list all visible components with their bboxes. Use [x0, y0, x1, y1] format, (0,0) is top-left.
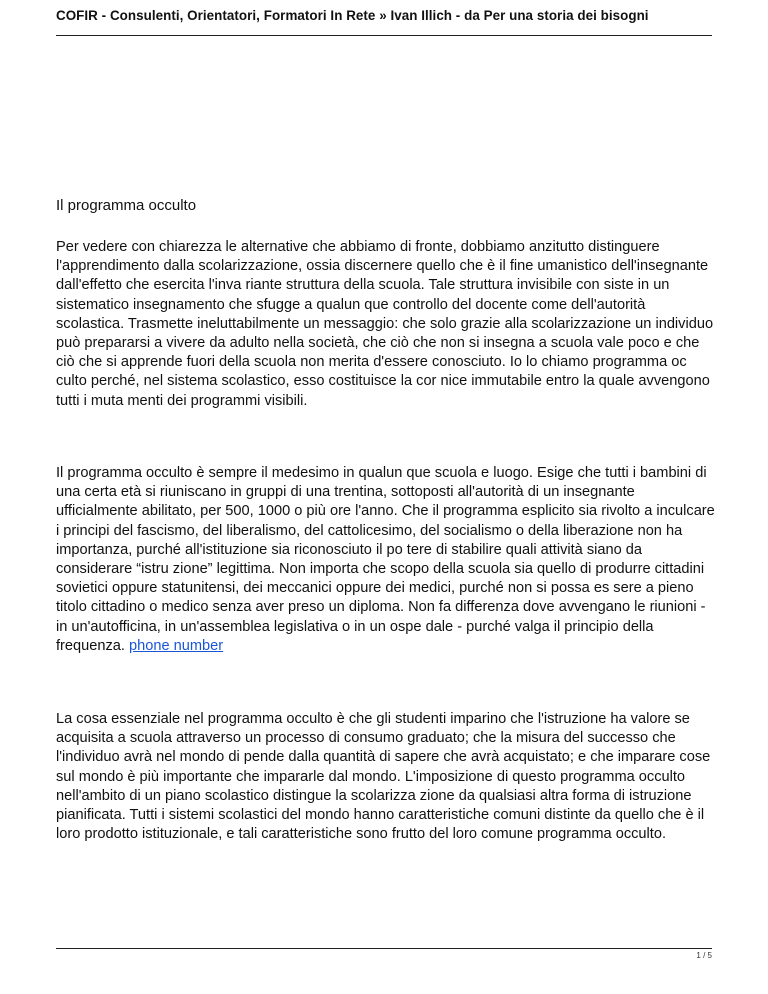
paragraph-1: Per vedere con chiarezza le alternative che abbiamo di fronte, dobbiamo anzitutto distinguere l'apprendimento dalla scolarizzazione, ossia discernere quello che è il fine umanistico dell'insegnante dall'effetto che esercita l'inva riante struttura della scuola. Tale struttura invisibile con siste in un sistematico insegnamento che sfugge a qualun que controllo del docente come dell'autorità scolastica. Trasmette ineluttabilmente un messaggio: che solo grazie alla scolarizzazione un individuo può prepararsi a vivere da adulto nella società, che ciò che non si insegna a scuola vale poco e che ciò che si apprende fuori della scuola non merita d'essere conosciuto. Io lo chiamo programma oc culto perché, nel sistema scolastico, esso costituisce la cor nice immutabile entro la quale avvengono tutti i muta menti dei programmi visibili.: [56, 239, 714, 409]
phone-number-link[interactable]: phone number: [129, 637, 224, 654]
paragraph-2-text: Il programma occulto è sempre il medesimo in qualun que scuola e luogo. Esige che tutti i bambini di una certa età si riuniscano in gruppi di una trentina, sottoposti all'autorità di un insegnante ufficialmente abilitato, per 500, 1000 o più ore l'anno. Che il programma esplicito sia rivolto a inculcare i principi del fascismo, del liberalismo, del cattolicesimo, del socialismo o della liberazione non ha importanza, purché all'istituzione sia riconosciuto il po tere di stabilire quali attività siano da considerare “istru zione” legittima. Non importa che scopo della scuola sia quello di produrre cittadini sovietici oppure statunitensi, dei meccanici oppure dei medici, purché non si possa es sere a pieno titolo cittadino o medico senza aver preso un diploma. Non fa differenza dove avvengano le riunioni - in un'autofficina, in un'assemblea legislativa o in un ospe dale - purché valga il principio della frequenza.: [56, 465, 715, 654]
paragraph-3: La cosa essenziale nel programma occulto è che gli studenti imparino che l'istruzione ha valore se acquisita a scuola attraverso un processo di consumo graduato; che la misura del successo che l'individuo avrà nel mondo di pende dalla quantità di sapere che avrà acquistato; e che imparare cose sul mondo è più importante che impararle dal mondo. L'imposizione di questo programma occulto nell'ambito di un piano scolastico distingue la scolarizza zione da qualsiasi altra forma di istruzione pianificata. Tutti i sistemi scolastici del mondo hanno caratteristiche comuni distinte da quello che è il loro prodotto istituzionale, e tali caratteristiche sono frutto del loro comune programma occulto.: [56, 711, 711, 843]
header-divider: [56, 35, 712, 36]
paragraph-2: [56, 464, 716, 656]
section-heading: Il programma occulto: [56, 197, 197, 214]
page-number: 1 / 5: [696, 951, 712, 960]
page-header-title: COFIR - Consulenti, Orientatori, Formatori In Rete » Ivan Illich - da Per una storia dei bisogni: [56, 8, 649, 23]
footer-divider: [56, 948, 712, 949]
